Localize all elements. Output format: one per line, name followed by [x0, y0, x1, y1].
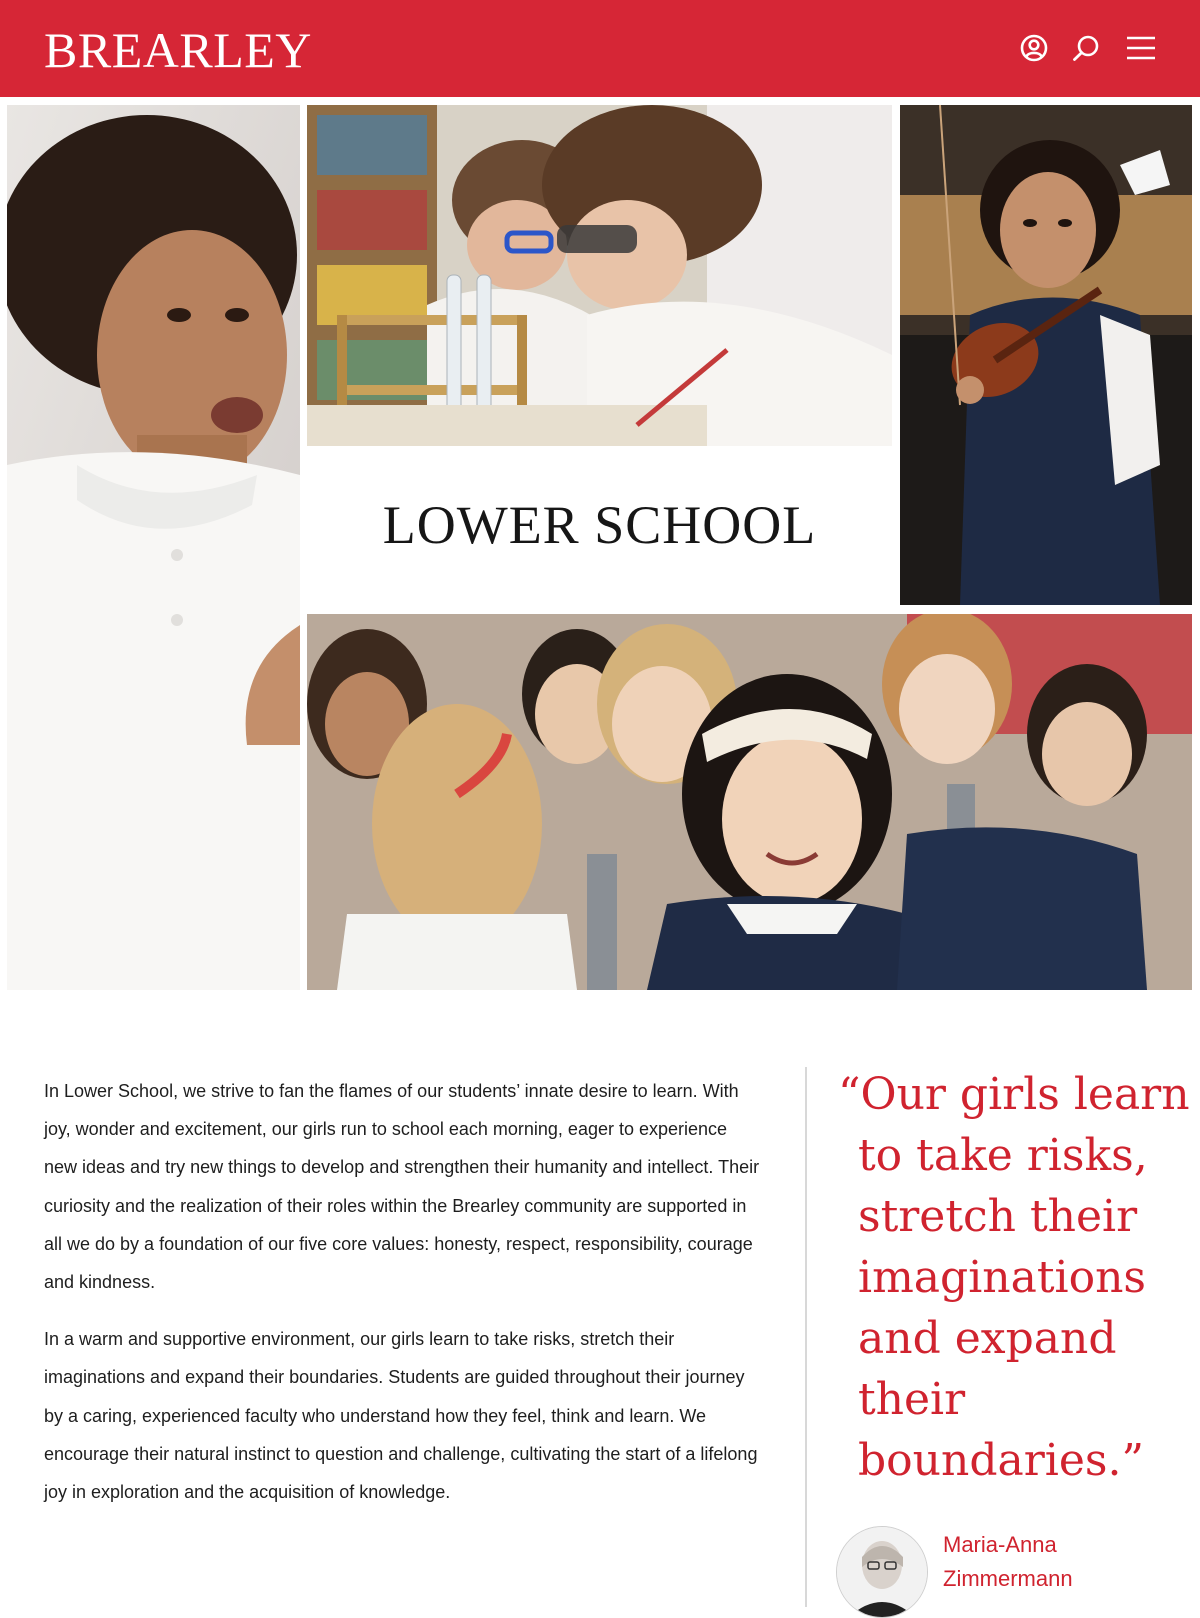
quote-author: Maria-Anna Zimmermann: [943, 1532, 1073, 1591]
brearley-logo[interactable]: BREARLEY: [44, 22, 312, 78]
author-avatar: [836, 1526, 928, 1618]
student-group-photo: [307, 614, 1192, 990]
intro-text: [44, 1072, 764, 1530]
site-header: [0, 0, 1200, 97]
search-icon[interactable]: [1066, 28, 1106, 68]
account-icon[interactable]: [1014, 28, 1054, 68]
science-lab-photo: [307, 105, 892, 446]
intro-paragraph-2: In a warm and supportive environment, our girls learn to take risks, stretch their imaginations and expand their boundaries. Students are guided throughout their journey by a caring, experienced faculty who understand how they feel, think and learn. We encourage their natural instinct to question and challenge, cultivating the start of a lifelong joy in exploration and the acquisition of knowledge.: [44, 1329, 758, 1503]
page-title: LOWER SCHOOL: [382, 495, 817, 555]
student-portrait-photo: [7, 105, 300, 990]
intro-paragraph-1: In Lower School, we strive to fan the flames of our students’ innate desire to learn. With joy, wonder and excitement, our girls run to school each morning, eager to experience new ideas and try new things to develop and strengthen their humanity and intellect. Their curiosity and the realization of their roles within the Brearley community are supported in all we do by a foundation of our five core values: honesty, respect, responsibility, courage and kindness.: [44, 1081, 760, 1293]
vertical-divider: [805, 1067, 807, 1607]
violin-student-photo: [900, 105, 1192, 605]
pull-quote: “Our girls learn to take risks, stretch their imaginations and expand their boundaries.”: [838, 1069, 1190, 1486]
menu-icon[interactable]: [1120, 28, 1160, 68]
